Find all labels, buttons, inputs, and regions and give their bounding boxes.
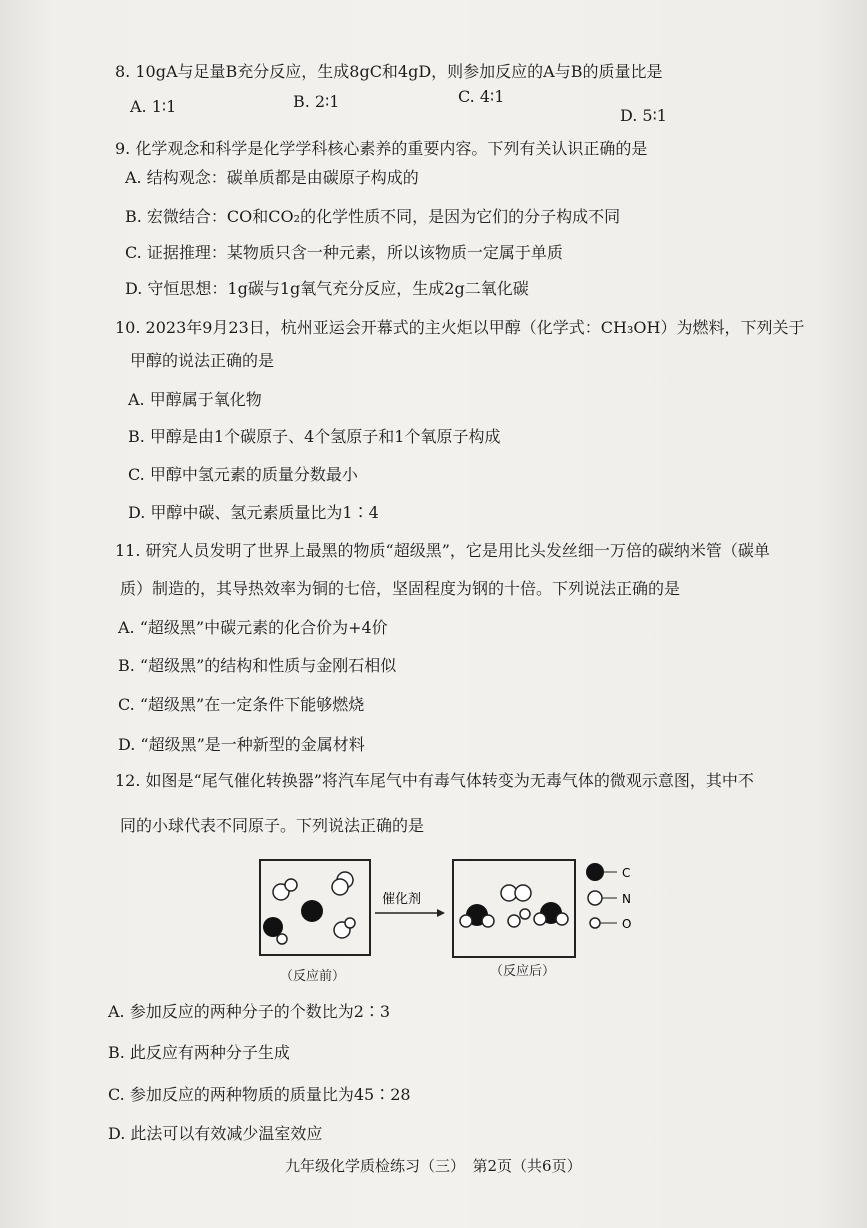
q8-option-c: C. 4∶1 xyxy=(458,87,505,106)
q10-option-b: B. 甲醇是由1个碳原子、4个氢原子和1个氧原子构成 xyxy=(128,427,501,446)
q11-option-c: C. “超级黑”在一定条件下能够燃烧 xyxy=(118,695,365,714)
q11-option-d: D. “超级黑”是一种新型的金属材料 xyxy=(118,735,365,754)
q12-option-c: C. 参加反应的两种物质的质量比为45∶28 xyxy=(108,1085,411,1104)
legend-o-label: O xyxy=(622,917,632,931)
legend-c-label: C xyxy=(622,866,631,880)
legend-c-ball xyxy=(586,863,604,881)
q12-stem-line2: 同的小球代表不同原子。下列说法正确的是 xyxy=(120,816,425,835)
o-atom xyxy=(556,913,568,925)
q11-option-a: A. “超级黑”中碳元素的化合价为+4价 xyxy=(118,618,388,637)
o-atom xyxy=(534,913,546,925)
q11-stem-line2: 质）制造的，其导热效率为铜的七倍，坚固程度为钢的十倍。下列说法正确的是 xyxy=(120,579,681,598)
q12-option-d: D. 此法可以有效减少温室效应 xyxy=(108,1124,323,1143)
o-atom xyxy=(460,915,472,927)
n-atom xyxy=(515,885,531,901)
q8-option-b: B. 2∶1 xyxy=(293,92,340,111)
catalyst-label: 催化剂 xyxy=(382,892,422,907)
o-atom xyxy=(277,934,287,944)
reaction-diagram xyxy=(255,855,655,985)
q9-option-a: A. 结构观念：碳单质都是由碳原子构成的 xyxy=(125,168,419,187)
q8-stem: 8. 10gA与足量B充分反应，生成8gC和4gD，则参加反应的A与B的质量比是 xyxy=(115,62,663,81)
o-atom xyxy=(482,915,494,927)
q9-option-b: B. 宏微结合：CO和CO₂的化学性质不同，是因为它们的分子构成不同 xyxy=(125,207,621,226)
q10-option-a: A. 甲醇属于氧化物 xyxy=(128,390,262,409)
q12-option-a: A. 参加反应的两种分子的个数比为2∶3 xyxy=(108,1002,391,1021)
legend-n-label: N xyxy=(622,892,631,906)
q11-option-b: B. “超级黑”的结构和性质与金刚石相似 xyxy=(118,656,397,675)
page-footer: 九年级化学质检练习（三） 第2页（共6页） xyxy=(285,1157,582,1175)
q9-stem: 9. 化学观念和科学是化学学科核心素养的重要内容。下列有关认识正确的是 xyxy=(115,139,648,158)
q10-stem-line1: 10. 2023年9月23日，杭州亚运会开幕式的主火炬以甲醇（化学式：CH₃OH）为燃料，下列关于 xyxy=(115,318,805,337)
q8-option-a: A. 1∶1 xyxy=(130,97,177,116)
arrow-head xyxy=(437,909,445,917)
o-atom xyxy=(508,915,520,927)
c-atom xyxy=(301,900,323,922)
q12-stem-line1: 12. 如图是“尾气催化转换器”将汽车尾气中有毒气体转变为无毒气体的微观示意图，其中不 xyxy=(115,771,754,790)
q9-option-c: C. 证据推理：某物质只含一种元素，所以该物质一定属于单质 xyxy=(125,243,563,262)
before-caption: （反应前） xyxy=(280,969,346,984)
legend-n-ball xyxy=(588,891,602,905)
o-atom xyxy=(332,879,348,895)
o-atom xyxy=(345,918,355,928)
q12-option-b: B. 此反应有两种分子生成 xyxy=(108,1043,290,1062)
o-atom xyxy=(285,879,297,891)
q9-option-d: D. 守恒思想：1g碳与1g氧气充分反应，生成2g二氧化碳 xyxy=(125,279,529,298)
q8-option-d: D. 5∶1 xyxy=(620,106,667,125)
q10-option-d: D. 甲醇中碳、氢元素质量比为1∶4 xyxy=(128,503,379,522)
q10-option-c: C. 甲醇中氢元素的质量分数最小 xyxy=(128,465,358,484)
o-atom xyxy=(520,909,530,919)
q10-stem-line2: 甲醇的说法正确的是 xyxy=(130,351,275,370)
legend-o-ball xyxy=(590,918,600,928)
q11-stem-line1: 11. 研究人员发明了世界上最黑的物质“超级黑”，它是用比头发丝细一万倍的碳纳米管（碳单 xyxy=(115,541,770,560)
after-caption: （反应后） xyxy=(490,964,556,979)
